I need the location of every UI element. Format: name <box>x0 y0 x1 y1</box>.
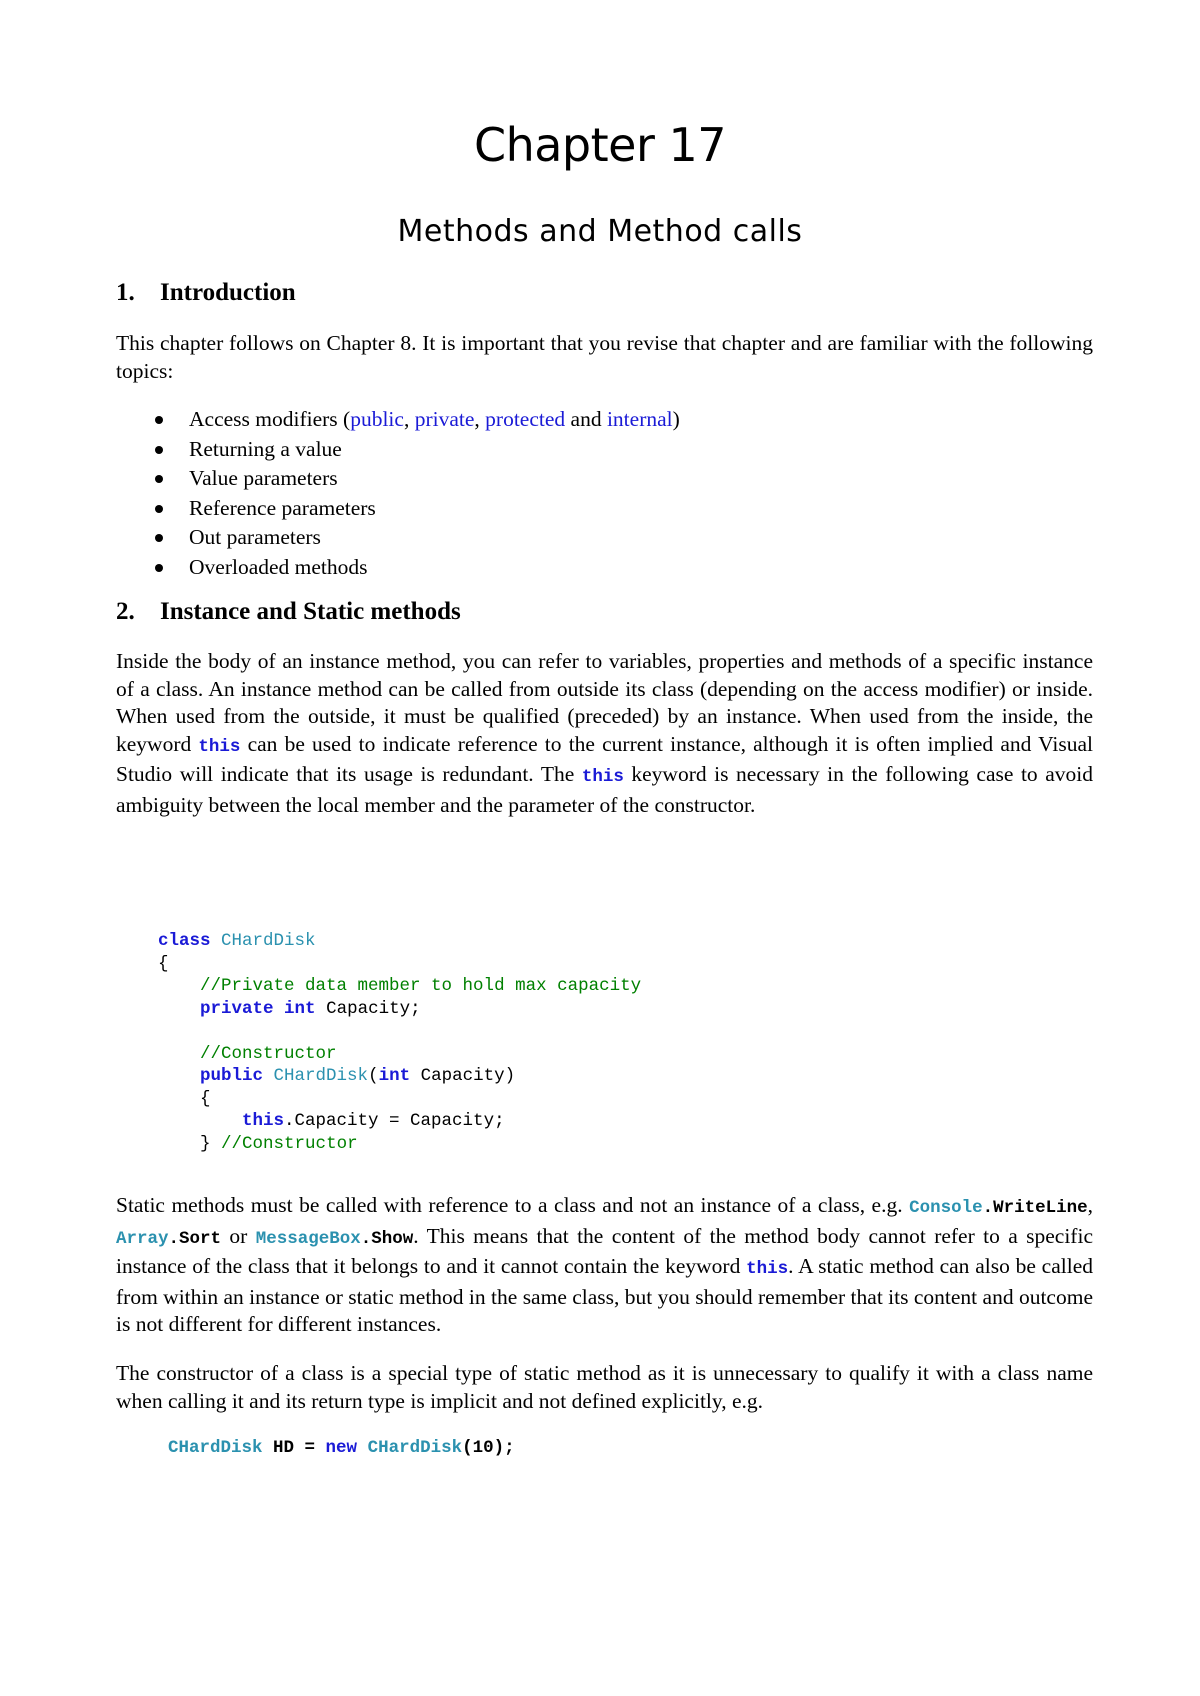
chapter-subtitle: Methods and Method calls <box>397 214 803 249</box>
section-heading-text: Introduction <box>160 279 296 306</box>
keyword-this: this <box>746 1259 789 1279</box>
keyword-public: public <box>350 407 404 431</box>
code-block-new-instance: CHardDisk HD = new CHardDisk(10); <box>168 1438 515 1458</box>
section-heading-text: Instance and Static methods <box>160 598 461 625</box>
intro-paragraph <box>116 330 1093 385</box>
keyword-internal: internal <box>606 407 673 431</box>
keyword-private: private <box>414 407 475 431</box>
keyword-this: this <box>581 767 624 787</box>
chapter-title: Chapter 17 <box>473 118 727 172</box>
section-number: 2. <box>116 598 135 625</box>
keyword-this: this <box>198 736 241 757</box>
intro-text: This chapter follows on Chapter 8. It is important that you revise that chapter and are familiar with the following topics: <box>116 331 1093 383</box>
list-item: Out parameters <box>116 523 1093 553</box>
list-item: Access modifiers (public, private, protected and internal) <box>116 405 1093 435</box>
list-item: Reference parameters <box>116 494 1093 524</box>
code-block-chard-disk: class CHardDisk { //Private data member to hold max capacity private int Capacity; //Constructor public CHardDisk(int Capacity) { this.Capacity = Capacity; } //Constructor <box>158 931 642 1154</box>
topics-list <box>116 405 1093 582</box>
instance-methods-paragraph: Inside the body of an instance method, you can refer to variables, properties and methods of a specific instance of a class. An instance method can be called from outside its class (depending on the access modifier) or inside. When used from the outside, it must be qualified (preceded) by an instance. When used from the inside, the keyword this can be used to indicate reference to the current instance, although it is often implied and Visual Studio will indicate that its usage is redundant. The this keyword is necessary in the following case to avoid ambiguity between the local member and the parameter of the constructor. <box>116 649 1094 817</box>
constructor-paragraph <box>116 1360 1093 1415</box>
section-1-heading <box>116 279 1093 307</box>
list-item: Returning a value <box>116 435 1093 465</box>
section-2-heading <box>116 598 1093 626</box>
list-item: Overloaded methods <box>116 553 1093 583</box>
list-item: Value parameters <box>116 464 1093 494</box>
constructor-text: The constructor of a class is a special type of static method as it is unnecessary to qualify it with a class name when calling it and its return type is implicit and not defined explicitly, e.g. <box>116 1361 1093 1413</box>
static-methods-paragraph: Static methods must be called with reference to a class and not an instance of a class, e.g. Console.WriteLine, Array.Sort or MessageBox.Show. This means that the content of the method body cannot refer to a specific instance of the class that it belongs to and it cannot contain the keyword this. A static method can also be called from within an instance or static method in the same class, but you should remember that its content and outcome is not different for different instances. <box>116 1193 1093 1336</box>
keyword-protected: protected <box>485 407 566 431</box>
section-number: 1. <box>116 279 135 306</box>
